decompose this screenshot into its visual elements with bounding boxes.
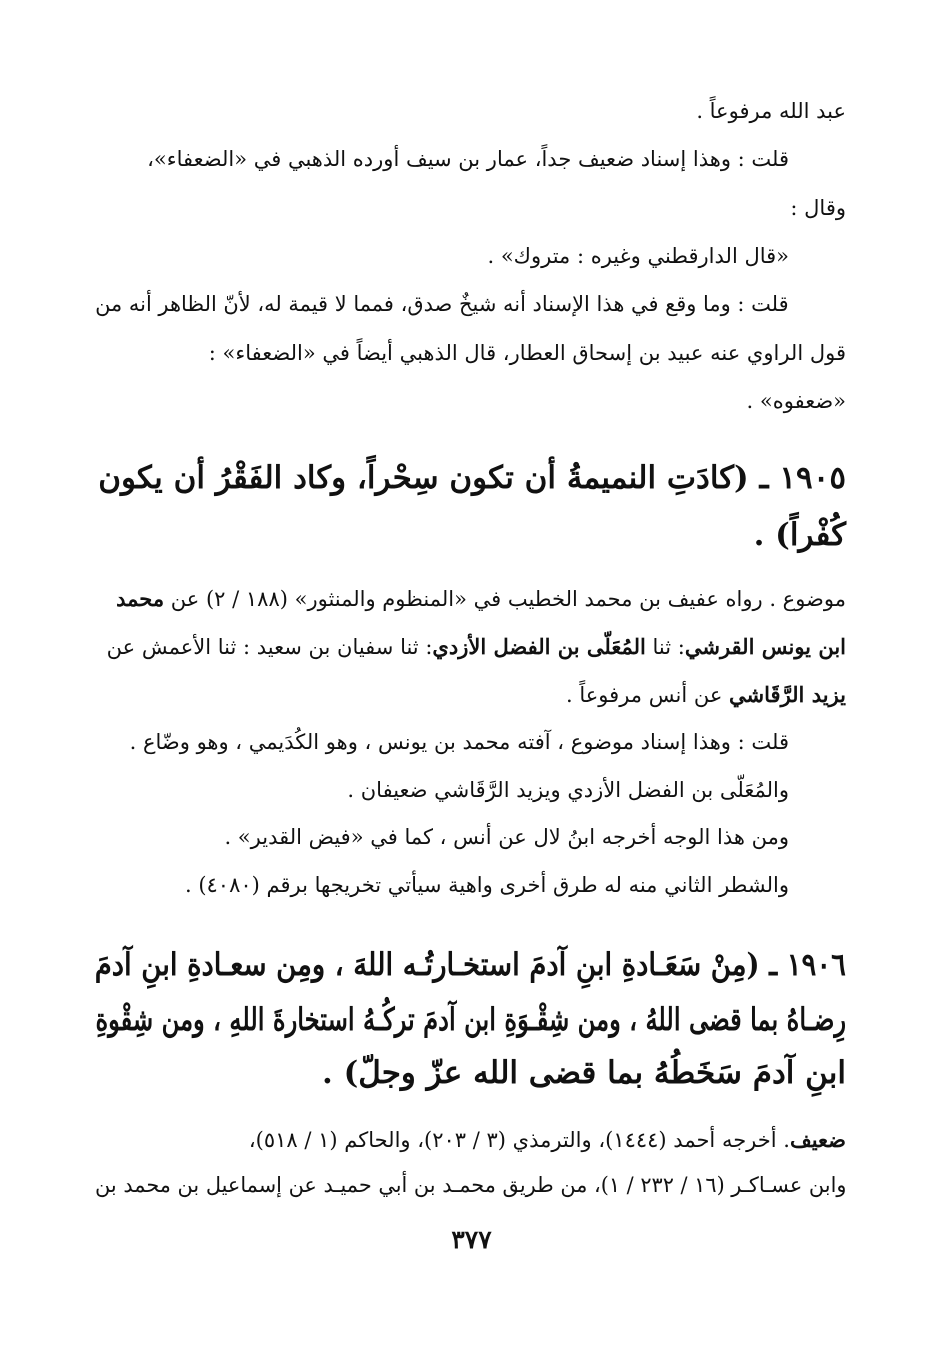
hadith-heading-1906-cont: رِضـاهُ بما قضى اللهُ ، ومن شِقْـوَةِ ابن آدمَ تركُـهُ استخارةَ اللهِ ، ومن شِقْوةِ	[95, 1002, 846, 1038]
hadith-heading-1906-cont: ابنِ آدمَ سَخَطُهُ بما قضى الله عزّ وجلّ) .	[322, 1055, 846, 1091]
text-line: والشطر الثاني منه له طرق أخرى واهية سيأتي تخريجها برقم (٤٠٨٠) .	[184, 873, 789, 897]
text-line	[566, 684, 846, 706]
hadith-heading-1905-cont: كُفْراً) .	[753, 517, 846, 553]
text-line: قلت : وهذا إسناد موضوع ، آفته محمد بن يونس ، وهو الكُدَيمي ، وهو وضّاع .	[129, 730, 789, 754]
text-span: : ثنا سفيان بن سعيد : ثنا الأعمش عن	[106, 635, 433, 659]
text-line: «قال الدارقطني وغيره : متروك» .	[487, 244, 789, 268]
ruling-text: ضعيف	[789, 1127, 846, 1152]
text-line	[249, 1129, 846, 1151]
text-span: : ثنا	[645, 635, 685, 659]
text-line: وقال :	[790, 196, 846, 220]
text-line	[107, 636, 846, 658]
text-line: قلت : وهذا إسناد ضعيف جداً، عمار بن سيف أورده الذهبي في «الضعفاء»،	[147, 147, 789, 171]
narrator-name: محمد	[116, 586, 165, 611]
narrator-name: ابن يونس القرشي	[684, 634, 846, 659]
hadith-heading-1905: ١٩٠٥ ـ (كادَتِ النميمةُ أن تكون سِحْراً، وكاد الفَقْرُ أن يكون	[98, 460, 846, 496]
text-line: «ضعفوه» .	[746, 389, 846, 413]
text-line: وابن عسـاكـر (١٦ / ٢٣٢ / ١)، من طريق محمـد بن أبي حميـد عن إسماعيل بن محمد بن	[94, 1173, 846, 1197]
page-number: ٣٧٧	[451, 1225, 492, 1254]
text-line	[116, 588, 846, 610]
ruling-text: موضوع . رواه عفيف بن محمد الخطيب في «المنظوم والمنثور» (١٨٨ / ٢) عن	[164, 587, 846, 611]
narrator-name: المُعَلّى بن الفضل الأزدي	[432, 634, 646, 659]
text-line: والمُعَلّى بن الفضل الأزدي ويزيد الرَّقَاشي ضعيفان .	[347, 778, 789, 802]
narrator-name: يزيد الرَّقَاشي	[729, 682, 846, 707]
hadith-heading-1906: ١٩٠٦ ـ (مِنْ سَعَـادةِ ابنِ آدمَ استخـارتُـه اللهَ ، ومِن سعـادةِ ابنِ آدمَ	[94, 947, 846, 983]
text-line: ومن هذا الوجه أخرجه ابنُ لال عن أنس ، كما في «فيض القدير» .	[224, 825, 789, 849]
text-line: قلت : وما وقع في هذا الإسناد أنه شيخٌ صدق، فمما لا قيمة له، لأنّ الظاهر أنه من	[95, 292, 789, 316]
text-line: عبد الله مرفوعاً .	[696, 99, 846, 123]
text-span: عن أنس مرفوعاً .	[566, 683, 730, 707]
text-line: قول الراوي عنه عبيد بن إسحاق العطار، قال الذهبي أيضاً في «الضعفاء» :	[208, 341, 846, 365]
text-span: . أخرجه أحمد (١٤٤٤)، والترمذي (٣ / ٢٠٣)، والحاكم (١ / ٥١٨)،	[248, 1128, 790, 1152]
